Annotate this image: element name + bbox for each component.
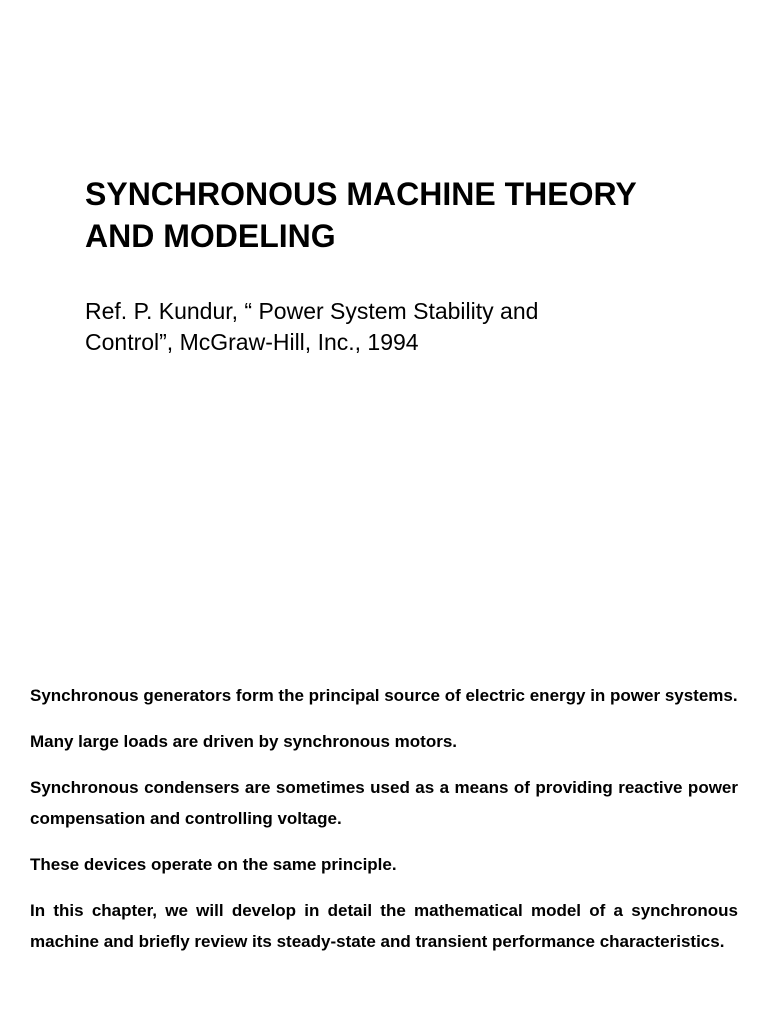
paragraph-3: Synchronous condensers are sometimes used as a means of providing reactive power compensation and controlling voltage. — [30, 778, 738, 828]
slide-reference — [85, 296, 725, 358]
slide-title — [85, 173, 725, 257]
paragraph-5: In this chapter, we will develop in detail the mathematical model of a synchronous machine and briefly review its steady-state and transient performance characteristics. — [30, 901, 738, 951]
paragraph-4: These devices operate on the same principle. — [30, 855, 397, 874]
paragraph-2: Many large loads are driven by synchronous motors. — [30, 732, 458, 751]
paragraph-1: Synchronous generators form the principal source of electric energy in power systems. — [30, 686, 738, 705]
slide-title-line-1: SYNCHRONOUS MACHINE THEORY — [85, 176, 637, 212]
slide-title-line-2: AND MODELING — [85, 218, 336, 254]
body-text — [30, 680, 738, 972]
reference-line-1: Ref. P. Kundur, “ Power System Stability and — [85, 298, 539, 324]
reference-line-2: Control”, McGraw-Hill, Inc., 1994 — [85, 329, 419, 355]
